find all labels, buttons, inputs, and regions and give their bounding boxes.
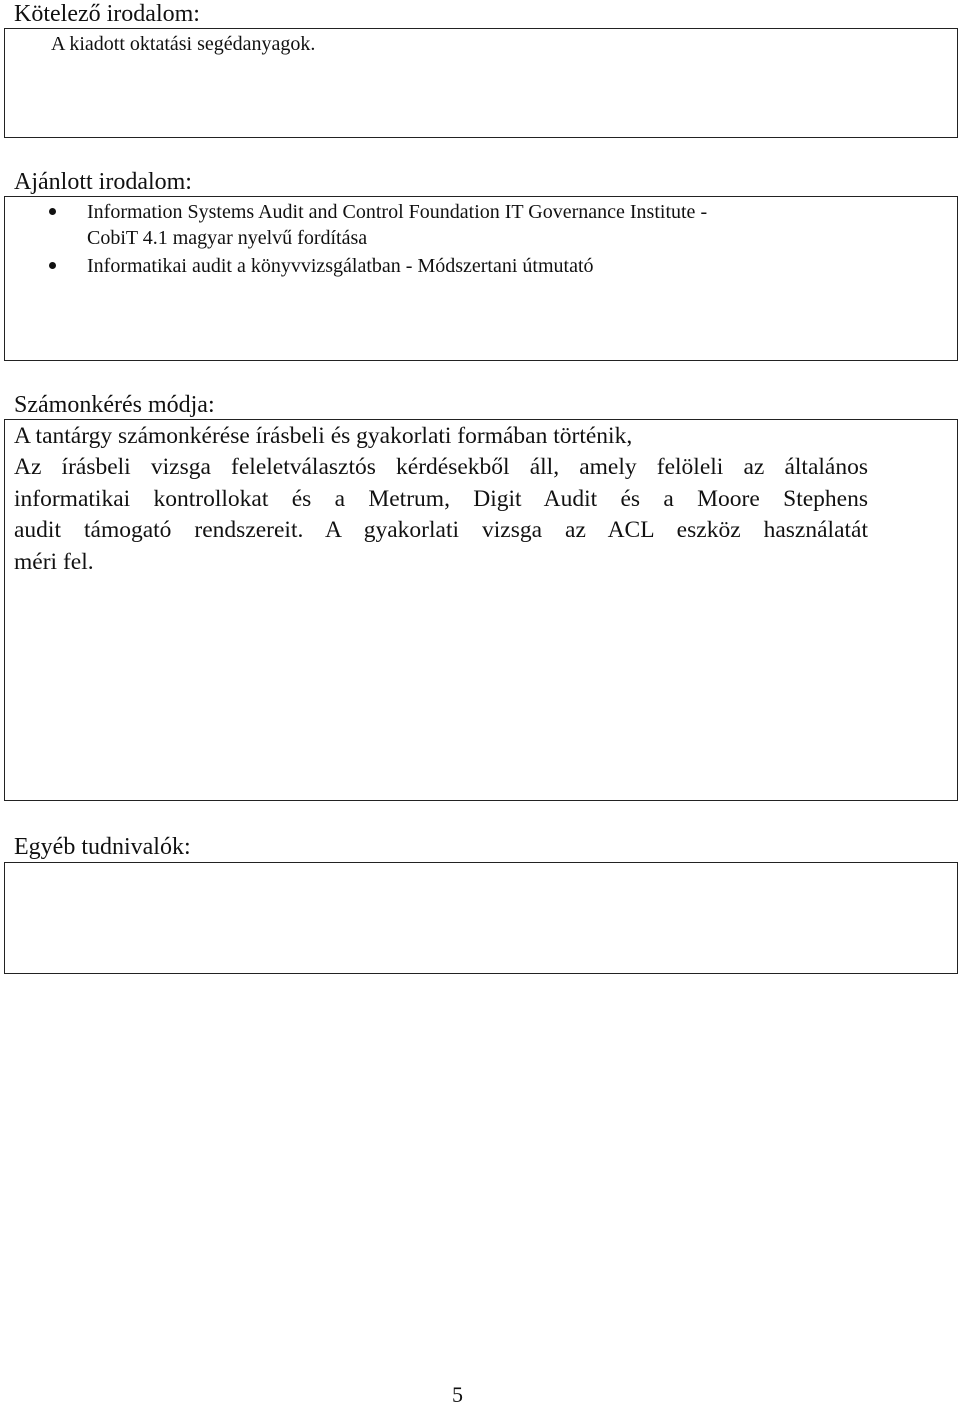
recommended-reading-item-line2: CobiT 4.1 magyar nyelvű fordítása [87,227,368,249]
recommended-reading-item-continuation [87,225,367,251]
other-info-heading: Egyéb tudnivalók: [14,834,191,860]
recommended-reading-heading: Ajánlott irodalom: [14,169,192,195]
assessment-heading: Számonkérés módja: [14,392,215,418]
assessment-line: méri fel. [14,549,94,575]
required-reading-heading: Kötelező irodalom: [14,1,200,27]
assessment-line: informatikai kontrollokat és a Metrum, Digit Audit és a Moore Stephens [14,486,868,512]
required-reading-text: A kiadott oktatási segédanyagok. [51,33,316,55]
recommended-reading-item-line1: Information Systems Audit and Control Foundation IT Governance Institute - [87,201,708,223]
recommended-reading-item-line1: Informatikai audit a könyvvizsgálatban - Módszertani útmutató [87,255,594,277]
required-reading-box [4,28,958,138]
assessment-line: Az írásbeli vizsga feleletválasztós kérdésekből áll, amely felöleli az általános [14,454,868,480]
page-number: 5 [452,1382,463,1407]
bullet-icon [49,262,56,269]
bullet-icon [49,208,56,215]
assessment-line: audit támogató rendszereit. A gyakorlati vizsga az ACL eszköz használatát [14,517,868,543]
recommended-reading-box [4,196,958,361]
other-info-box [4,862,958,974]
assessment-line: A tantárgy számonkérése írásbeli és gyakorlati formában történik, [14,423,633,449]
